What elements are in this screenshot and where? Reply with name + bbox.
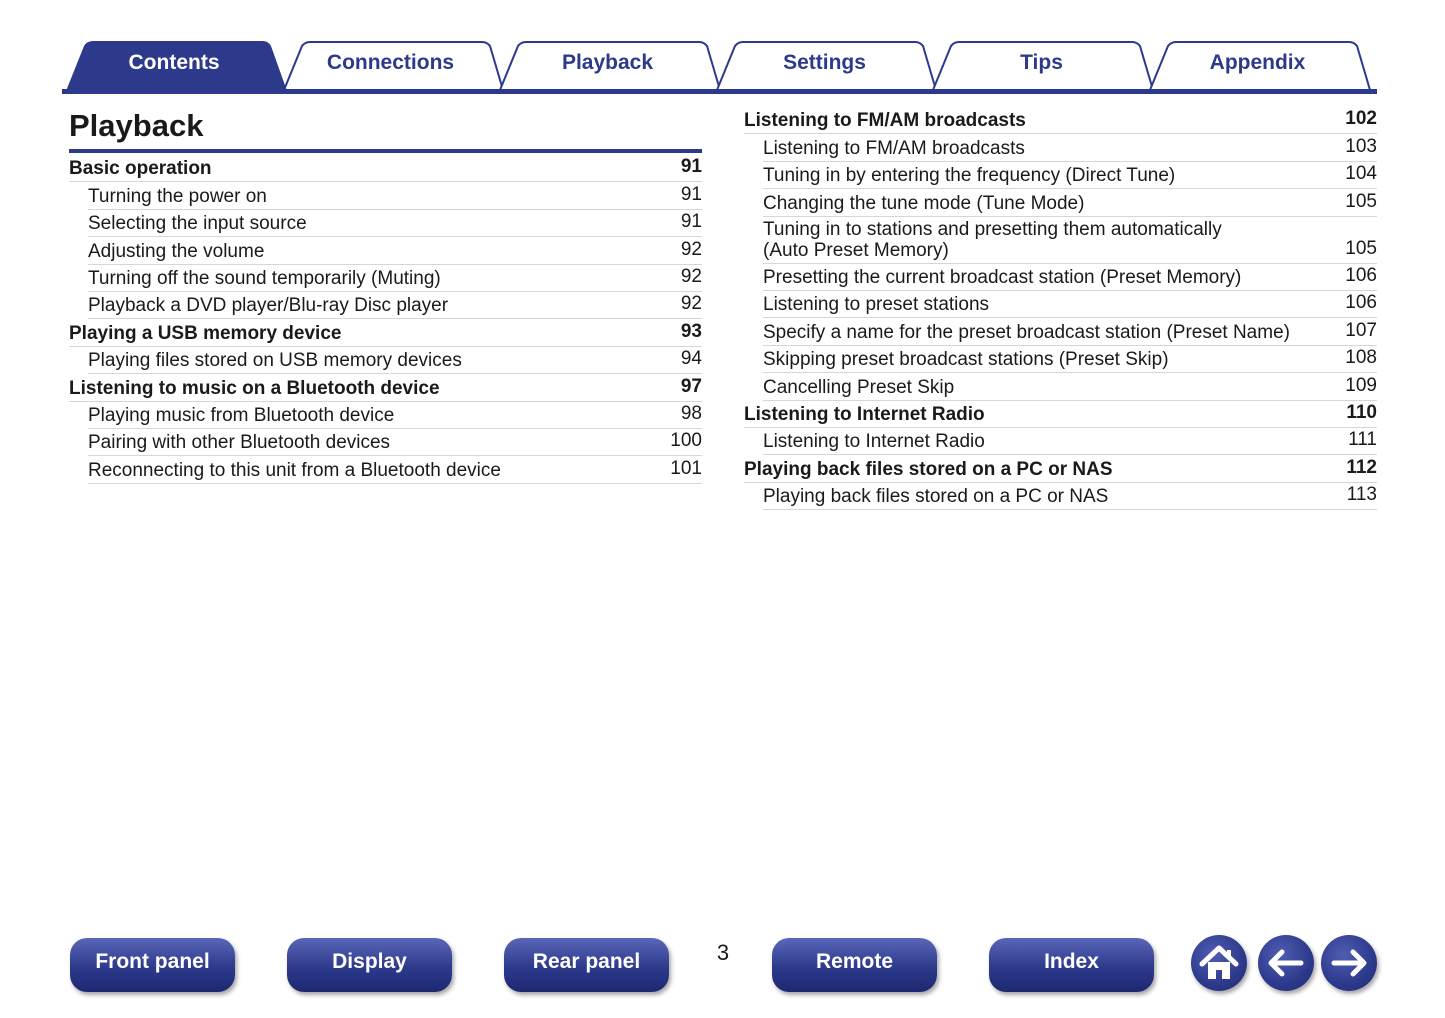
tab-contents[interactable]: Contents [128, 51, 220, 74]
toc-title: Playing files stored on USB memory devices [88, 350, 462, 372]
toc-page: 104 [1345, 163, 1377, 185]
toc-title: Playing a USB memory device [69, 322, 342, 344]
toc-title: Playback a DVD player/Blu-ray Disc player [88, 295, 449, 317]
toc-entry[interactable] [763, 189, 1377, 216]
toc-page: 106 [1345, 292, 1377, 314]
toc-page: 101 [670, 457, 702, 479]
tab-settings[interactable]: Settings [783, 51, 866, 74]
toc-entry[interactable] [763, 291, 1377, 318]
toc-page: 91 [680, 156, 702, 178]
home-button[interactable] [1191, 935, 1247, 991]
toc-page: 91 [680, 183, 702, 205]
toc-page: 103 [1345, 135, 1377, 157]
tab-tips[interactable]: Tips [1020, 51, 1063, 74]
toc-page: 111 [1348, 429, 1377, 451]
toc-title: Listening to FM/AM broadcasts [763, 137, 1025, 159]
arrow-left-icon [1258, 935, 1314, 991]
toc-page: 110 [1346, 401, 1377, 423]
forward-button[interactable] [1321, 935, 1377, 991]
page-number: 3 [716, 940, 730, 965]
toc-page: 109 [1345, 374, 1377, 396]
toc-section[interactable] [69, 155, 702, 182]
toc-entry[interactable] [763, 318, 1377, 345]
toc-title: Presetting the current broadcast station (Preset Memory) [763, 266, 1242, 288]
toc-right-column [744, 107, 1377, 510]
toc-title: Playing back files stored on a PC or NAS [744, 458, 1113, 480]
tab-bar [0, 0, 1445, 100]
toc-entry[interactable] [88, 402, 702, 429]
home-icon [1191, 935, 1247, 991]
toc-entry[interactable] [88, 265, 702, 292]
tab-connections[interactable]: Connections [326, 51, 455, 74]
tab-playback[interactable]: Playback [561, 51, 654, 74]
toc-section[interactable] [744, 107, 1377, 134]
toc-section[interactable] [744, 401, 1377, 428]
toc-entry[interactable] [88, 456, 702, 483]
toc-page: 112 [1346, 456, 1377, 478]
toc-entry[interactable] [88, 210, 702, 237]
toc-entry[interactable] [763, 428, 1377, 455]
toc-title: Skipping preset broadcast stations (Preset Skip) [763, 349, 1169, 371]
toc-title: Turning off the sound temporarily (Muting) [88, 267, 441, 289]
toc-title: Playing back files stored on a PC or NAS [763, 486, 1109, 508]
toc-page: 107 [1345, 319, 1377, 341]
toc-entry[interactable] [88, 237, 702, 264]
toc-page: 94 [680, 348, 702, 370]
arrow-right-icon [1321, 935, 1377, 991]
toc-page: 98 [680, 402, 702, 424]
toc-entry[interactable] [88, 429, 702, 456]
display-button[interactable]: Display [287, 938, 452, 992]
toc-left-column [69, 106, 702, 484]
toc-entry[interactable] [763, 346, 1377, 373]
toc-title: Listening to music on a Bluetooth device [69, 377, 440, 399]
toc-title: Changing the tune mode (Tune Mode) [763, 192, 1085, 214]
toc-page: 105 [1345, 237, 1377, 259]
page-title: Playback [69, 108, 204, 143]
toc-title: Adjusting the volume [88, 240, 265, 262]
title-rule [69, 149, 702, 153]
toc-entry[interactable] [763, 217, 1377, 264]
toc-entry[interactable] [88, 347, 702, 374]
toc-section[interactable] [744, 455, 1377, 482]
toc-title: Cancelling Preset Skip [763, 376, 955, 398]
toc-title: Listening to FM/AM broadcasts [744, 110, 1026, 132]
toc-page: 108 [1345, 347, 1377, 369]
toc-entry[interactable] [763, 134, 1377, 161]
toc-entry[interactable] [88, 182, 702, 209]
rear-panel-button[interactable]: Rear panel [504, 938, 669, 992]
toc-page: 106 [1345, 264, 1377, 286]
toc-entry[interactable] [763, 162, 1377, 189]
tab-underline [62, 89, 1377, 94]
toc-title: Reconnecting to this unit from a Bluetooth device [88, 459, 501, 481]
toc-entry[interactable] [88, 292, 702, 319]
toc-page: 93 [680, 320, 702, 342]
toc-entry[interactable] [763, 483, 1377, 510]
toc-page: 105 [1345, 190, 1377, 212]
toc-title: Turning the power on [88, 185, 267, 207]
toc-title: Pairing with other Bluetooth devices [88, 432, 391, 454]
toc-section[interactable] [69, 319, 702, 346]
toc-section[interactable] [69, 374, 702, 401]
toc-page: 92 [680, 238, 702, 260]
toc-title: Listening to Internet Radio [744, 403, 985, 425]
tab-appendix[interactable]: Appendix [1209, 51, 1306, 74]
toc-title: Selecting the input source [88, 213, 307, 235]
toc-page: 92 [680, 293, 702, 315]
toc-page: 100 [670, 430, 702, 452]
back-button[interactable] [1258, 935, 1314, 991]
toc-page: 92 [680, 265, 702, 287]
toc-title: Listening to Internet Radio [763, 431, 985, 453]
toc-page: 113 [1346, 484, 1377, 506]
toc-page: 91 [680, 211, 702, 233]
toc-title: Tuning in to stations and presetting them automatically (Auto Preset Memory) [763, 218, 1222, 261]
index-button[interactable]: Index [989, 938, 1154, 992]
remote-button[interactable]: Remote [772, 938, 937, 992]
toc-title: Listening to preset stations [763, 294, 990, 316]
toc-title: Specify a name for the preset broadcast station (Preset Name) [763, 321, 1290, 343]
toc-title: Tuning in by entering the frequency (Direct Tune) [763, 165, 1176, 187]
toc-entry[interactable] [763, 264, 1377, 291]
toc-entry[interactable] [763, 373, 1377, 400]
toc-title: Playing music from Bluetooth device [88, 404, 395, 426]
toc-page: 97 [680, 375, 702, 397]
toc-title: Basic operation [69, 158, 212, 180]
front-panel-button[interactable]: Front panel [70, 938, 235, 992]
toc-page: 102 [1345, 108, 1377, 130]
